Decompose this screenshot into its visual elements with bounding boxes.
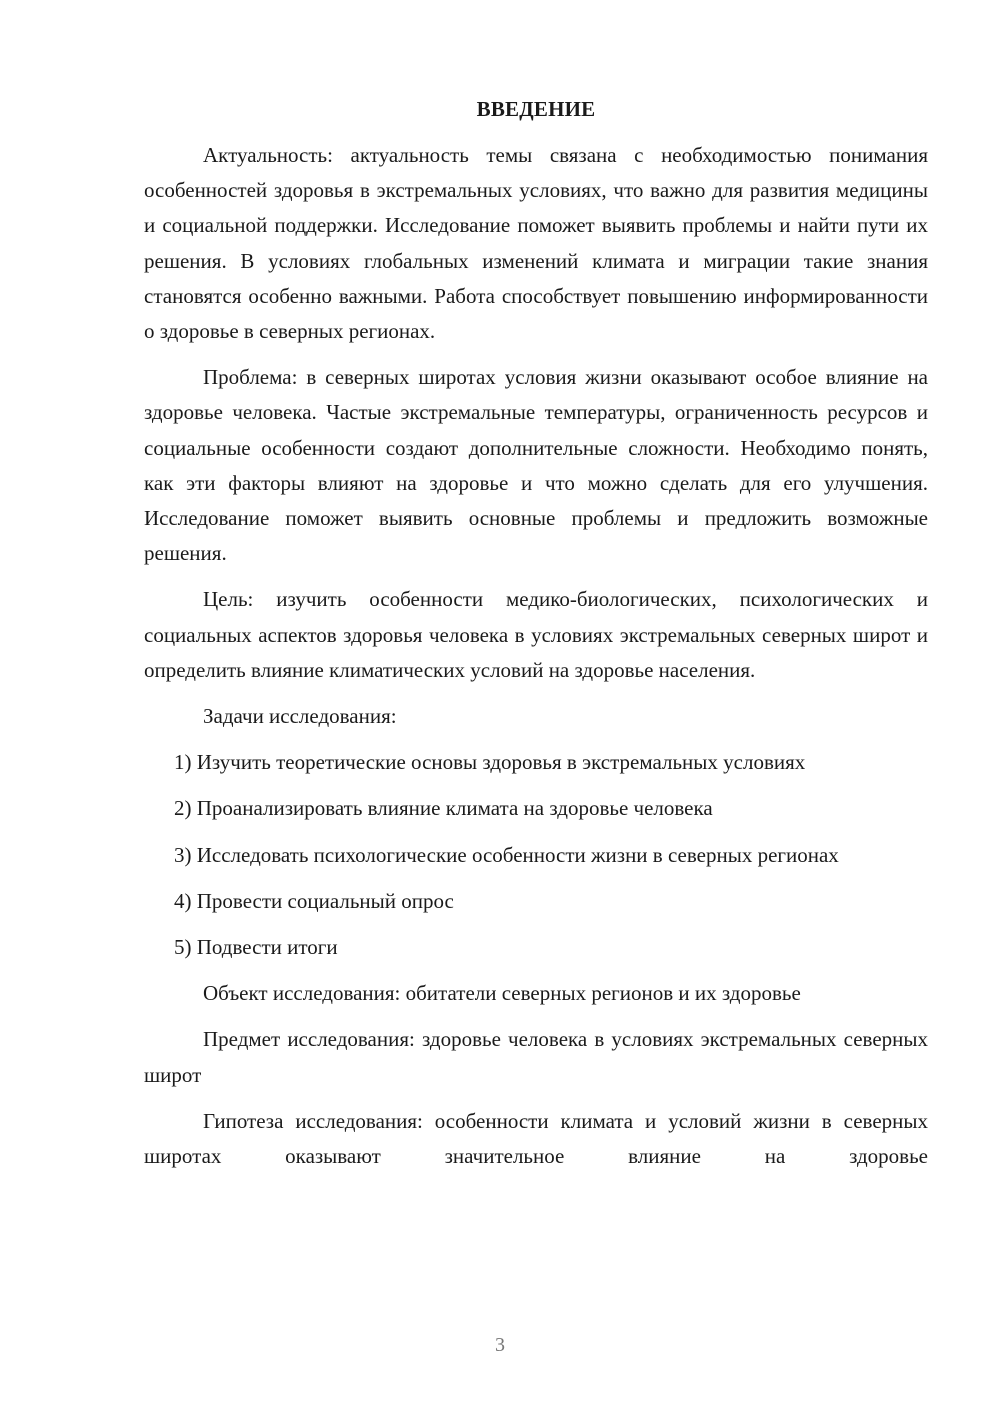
page-number: 3 — [495, 1334, 505, 1356]
document-page — [144, 92, 928, 1174]
task-item-4: 4) Провести социальный опрос — [174, 888, 454, 913]
tasks-heading: Задачи исследования: — [203, 704, 397, 729]
task-item-3: 3) Исследовать психологические особенности жизни в северных регионах — [174, 842, 839, 867]
task-item-5: 5) Подвести итоги — [174, 935, 338, 960]
task-item-2: 2) Проанализировать влияние климата на здоровье человека — [174, 796, 713, 821]
paragraph-hypothesis: Гипотеза исследования: особенности климата и условий жизни в северных широтах оказывают значительное влияние на здоровье — [144, 1108, 928, 1169]
section-title: ВВЕДЕНИЕ — [476, 97, 596, 121]
paragraph-subject: Предмет исследования: здоровье человека в условиях экстремальных северных широт — [144, 1027, 928, 1087]
task-item-1: 1) Изучить теоретические основы здоровья в экстремальных условиях — [174, 750, 806, 775]
paragraph-problem: Проблема: в северных широтах условия жизни оказывают особое влияние на здоровье человека. Частые экстремальные температуры, ограниченность ресурсов и социальные особенности создают дополнительные сложности. Необходимо понять, как эти факторы влияют на здоровье и что можно сделать для его улучшения. Исследование поможет выявить основные проблемы и предложить возможные решения. — [144, 365, 928, 566]
paragraph-object: Объект исследования: обитатели северных регионов и их здоровье — [203, 981, 801, 1006]
paragraph-relevance: Актуальность: актуальность темы связана с необходимостью понимания особенностей здоровья в экстремальных условиях, что важно для развития медицины и социальной поддержки. Исследование поможет выявить проблемы и найти пути их решения. В условиях глобальных изменений климата и миграции такие знания становятся особенно важными. Работа способствует повышению информированности о здоровье в северных регионах. — [144, 143, 928, 344]
paragraph-goal: Цель: изучить особенности медико-биологических, психологических и социальных аспектов здоровья человека в условиях экстремальных северных широт и определить влияние климатических условий на здоровье населения. — [144, 587, 928, 682]
